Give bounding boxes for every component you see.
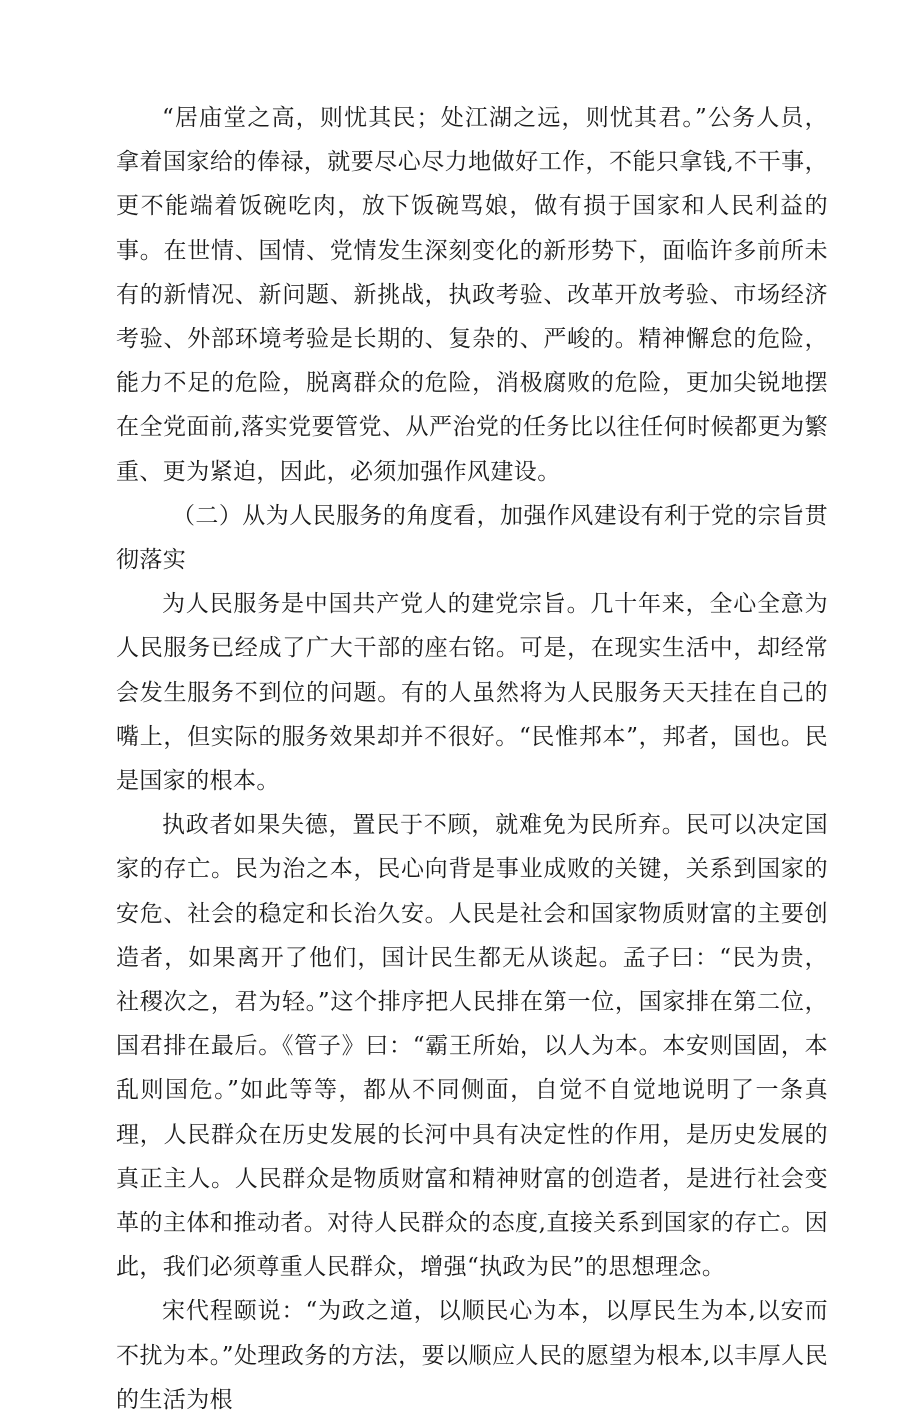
document-page xyxy=(116,96,828,1422)
paragraph-cheng-yi-quote: 宋代程颐说：“为政之道，以顺民心为本，以厚民生为本,以安而不扰为本。”处理政务的方法，要以顺应人民的愿望为根本,以丰厚人民的生活为根 xyxy=(116,1298,828,1413)
paragraph-people-foundation: 执政者如果失德，置民于不顾，就难免为民所弃。民可以决定国家的存亡。民为治之本，民心向背是事业成败的关键，关系到国家的安危、社会的稳定和长治久安。人民是社会和国家物质财富的主要创造者，如果离开了他们，国计民生都无从谈起。孟子曰：“民为贵，社稷次之，君为轻。”这个排序把人民排在第一位，国家排在第二位，国君排在最后。《管子》曰：“霸王所始，以人为本。本安则国固，本乱则国危。”如此等等，都从不同侧面，自觉不自觉地说明了一条真理，人民群众在历史发展的长河中具有决定性的作用，是历史发展的真正主人。人民群众是物质财富和精神财富的创造者，是进行社会变革的主体和推动者。对待人民群众的态度,直接关系到国家的存亡。因此，我们必须尊重人民群众，增强“执政为民”的思想理念。 xyxy=(116,812,828,1281)
paragraph-public-servant-duty: “居庙堂之高，则忧其民；处江湖之远，则忧其君。”公务人员，拿着国家给的俸禄，就要尽心尽力地做好工作，不能只拿钱,不干事，更不能端着饭碗吃肉，放下饭碗骂娘，做有损于国家和人民利益的事。在世情、国情、党情发生深刻变化的新形势下，面临许多前所未有的新情况、新问题、新挑战，执政考验、改革开放考验、市场经济考验、外部环境考验是长期的、复杂的、严峻的。精神懈怠的危险，能力不足的危险，脱离群众的危险，消极腐败的危险，更加尖锐地摆在全党面前,落实党要管党、从严治党的任务比以往任何时候都更为繁重、更为紧迫，因此，必须加强作风建设。 xyxy=(116,105,828,485)
section-heading-serve-people: （二）从为人民服务的角度看，加强作风建设有利于党的宗旨贯彻落实 xyxy=(116,502,828,574)
paragraph-party-purpose: 为人民服务是中国共产党人的建党宗旨。几十年来，全心全意为人民服务已经成了广大干部的座右铭。可是，在现实生活中，却经常会发生服务不到位的问题。有的人虽然将为人民服务天天挂在自己的嘴上，但实际的服务效果却并不很好。“民惟邦本”，邦者，国也。民是国家的根本。 xyxy=(116,591,828,795)
